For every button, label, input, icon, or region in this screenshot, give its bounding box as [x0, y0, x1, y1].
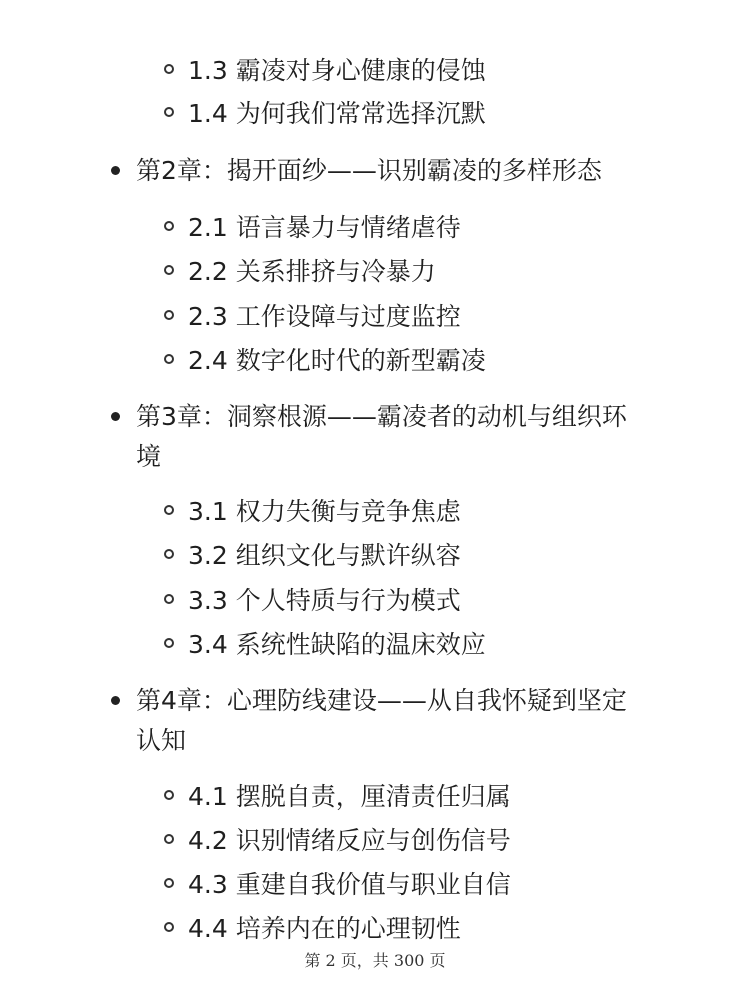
toc-item-label: 3.2 组织文化与默许纵容	[188, 541, 461, 570]
hollow-bullet-icon	[164, 638, 174, 648]
hollow-bullet-icon	[164, 354, 174, 364]
hollow-bullet-icon	[164, 549, 174, 559]
toc-chapter-label: 第3章：洞察根源——霸凌者的动机与组织环	[136, 402, 627, 431]
hollow-bullet-icon	[164, 107, 174, 117]
hollow-bullet-icon	[164, 265, 174, 275]
page-number-footer: 第 2 页，共 300 页	[304, 951, 446, 970]
hollow-bullet-icon	[164, 922, 174, 932]
toc-item-label: 3.1 权力失衡与竞争焦虑	[188, 497, 461, 526]
hollow-bullet-icon	[164, 594, 174, 604]
toc-item-label: 2.2 关系排挤与冷暴力	[188, 257, 436, 286]
filled-bullet-icon	[111, 696, 120, 705]
toc-chapter-label: 第4章：心理防线建设——从自我怀疑到坚定	[136, 686, 627, 715]
hollow-bullet-icon	[164, 505, 174, 515]
toc-item-label: 4.2 识别情绪反应与创伤信号	[188, 826, 511, 855]
toc-item-label: 1.3 霸凌对身心健康的侵蚀	[188, 56, 486, 85]
filled-bullet-icon	[111, 412, 120, 421]
hollow-bullet-icon	[164, 221, 174, 231]
hollow-bullet-icon	[164, 64, 174, 74]
hollow-bullet-icon	[164, 310, 174, 320]
toc-item-label: 2.1 语言暴力与情绪虐待	[188, 213, 461, 242]
hollow-bullet-icon	[164, 790, 174, 800]
toc-chapter-label-continued: 境	[136, 442, 162, 471]
toc-item-label: 4.4 培养内在的心理韧性	[188, 914, 461, 943]
toc-item-label: 3.4 系统性缺陷的温床效应	[188, 630, 486, 659]
toc-item-label: 2.4 数字化时代的新型霸凌	[188, 346, 486, 375]
toc-item-label: 4.1 摆脱自责，厘清责任归属	[188, 782, 511, 811]
toc-chapter-label-continued: 认知	[136, 726, 187, 755]
hollow-bullet-icon	[164, 834, 174, 844]
toc-item-label: 2.3 工作设障与过度监控	[188, 302, 461, 331]
toc-item-label: 1.4 为何我们常常选择沉默	[188, 99, 486, 128]
toc-chapter-label: 第2章：揭开面纱——识别霸凌的多样形态	[136, 156, 602, 185]
hollow-bullet-icon	[164, 878, 174, 888]
toc-item-label: 3.3 个人特质与行为模式	[188, 586, 461, 615]
toc-item-label: 4.3 重建自我价值与职业自信	[188, 870, 511, 899]
filled-bullet-icon	[111, 166, 120, 175]
